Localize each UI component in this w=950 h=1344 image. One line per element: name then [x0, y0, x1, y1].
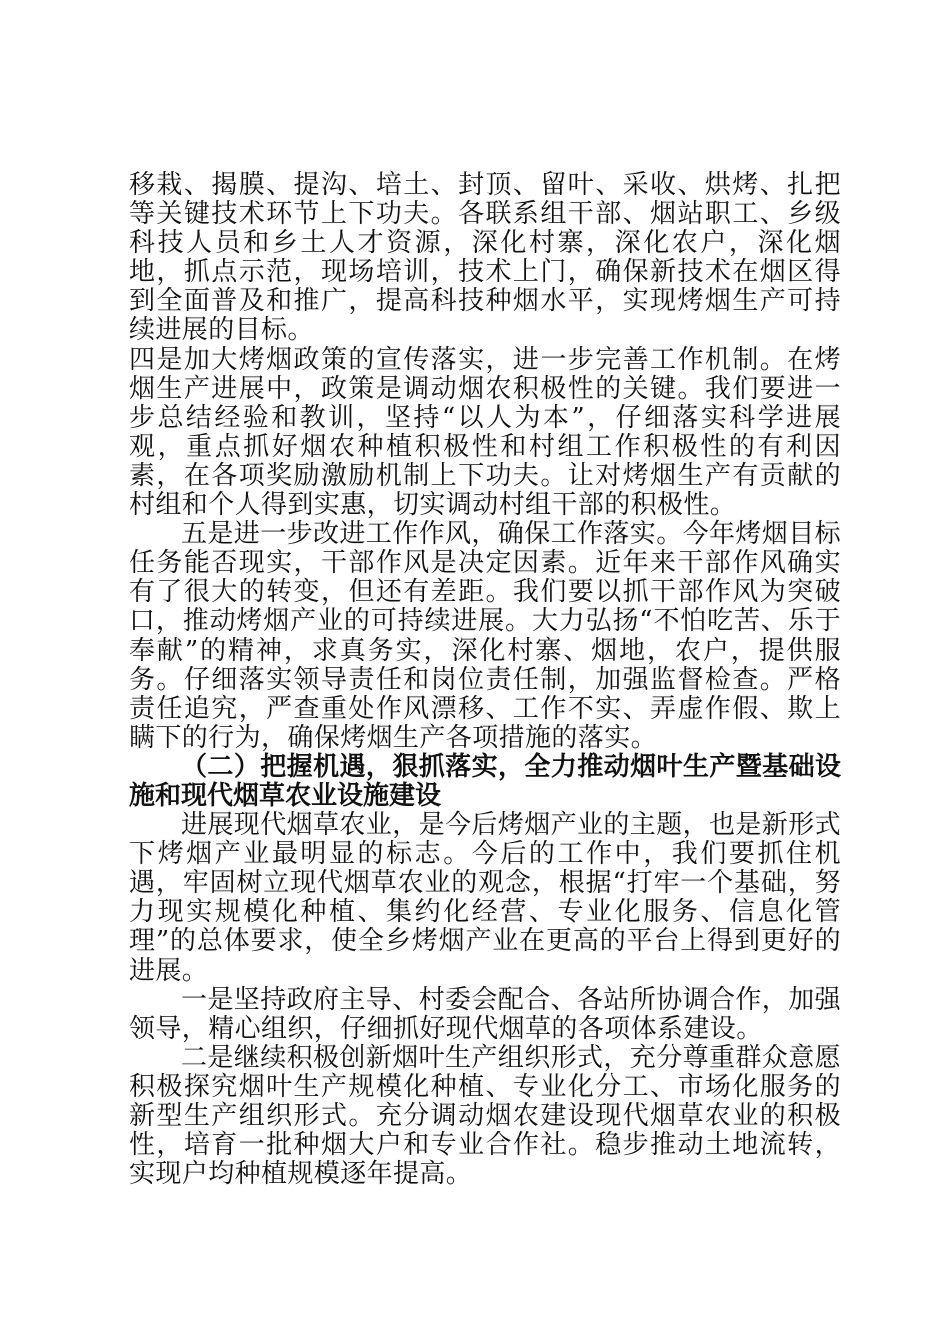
section-heading: （二）把握机遇，狠抓落实，全力推动烟叶生产暨基础设施和现代烟草农业设施建设 [129, 751, 841, 811]
paragraph-policy-publicity: 四是加大烤烟政策的宣传落实，进一步完善工作机制。在烤烟生产进展中，政策是调动烟农积极性的关键。我们要进一步总结经验和教训，坚持“以人为本”，仔细落实科学进展观，重点抓好烟农种植积极性和村组工作积极性的有利因素，在各项奖励激励机制上下功夫。让对烤烟生产有贡献的村组和个人得到实惠，切实调动村组干部的积极性。 [129, 344, 841, 521]
paragraph-organization-form: 二是继续积极创新烟叶生产组织形式，充分尊重群众意愿积极探究烟叶生产规模化种植、专业化分工、市场化服务的新型生产组织形式。充分调动烟农建设现代烟草农业的积极性，培育一批种烟大户和专业合作社。稳步推动土地流转，实现户均种植规模逐年提高。 [129, 1042, 842, 1190]
paragraph-technical-links: 移栽、揭膜、提沟、培土、封顶、留叶、采收、烘烤、扎把等关键技术环节上下功夫。各联系组干部、烟站职工、乡级科技人员和乡土人才资源，深化村寨，深化农户，深化烟地，抓点示范，现场培训，技术上门，确保新技术在烟区得到全面普及和推广，提高科技种烟水平，实现烤烟生产可持续进展的目标。 [129, 170, 841, 346]
body-text [129, 171, 841, 1189]
paragraph-modern-agriculture: 进展现代烟草农业，是今后烤烟产业的主题，也是新形式下烤烟产业最明显的标志。今后的工作中，我们要抓住机遇，牢固树立现代烟草农业的观念，根据“打牢一个基础，努力现实规模化种植、集约化经营、专业化服务、信息化管理”的总体要求，使全乡烤烟产业在更高的平台上得到更好的进展。 [129, 810, 842, 986]
paragraph-government-lead: 一是坚持政府主导、村委会配合、各站所协调合作，加强领导，精心组织，仔细抓好现代烟草的各项体系建设。 [129, 984, 842, 1044]
paragraph-work-style: 五是进一步改进工作作风，确保工作落实。今年烤烟目标任务能否现实，干部作风是决定因素。近年来干部作风确实有了很大的转变，但还有差距。我们要以抓干部作风为突破口，推动烤烟产业的可持续进展。大力弘扬“不怕吃苦、乐于奉献”的精神，求真务实，深化村寨、烟地，农户，提供服务。仔细落实领导责任和岗位责任制，加强监督检查。严格责任追究，严查重处作风漂移、工作不实、弄虚作假、欺上瞒下的行为，确保烤烟生产各项措施的落实。 [129, 519, 842, 753]
